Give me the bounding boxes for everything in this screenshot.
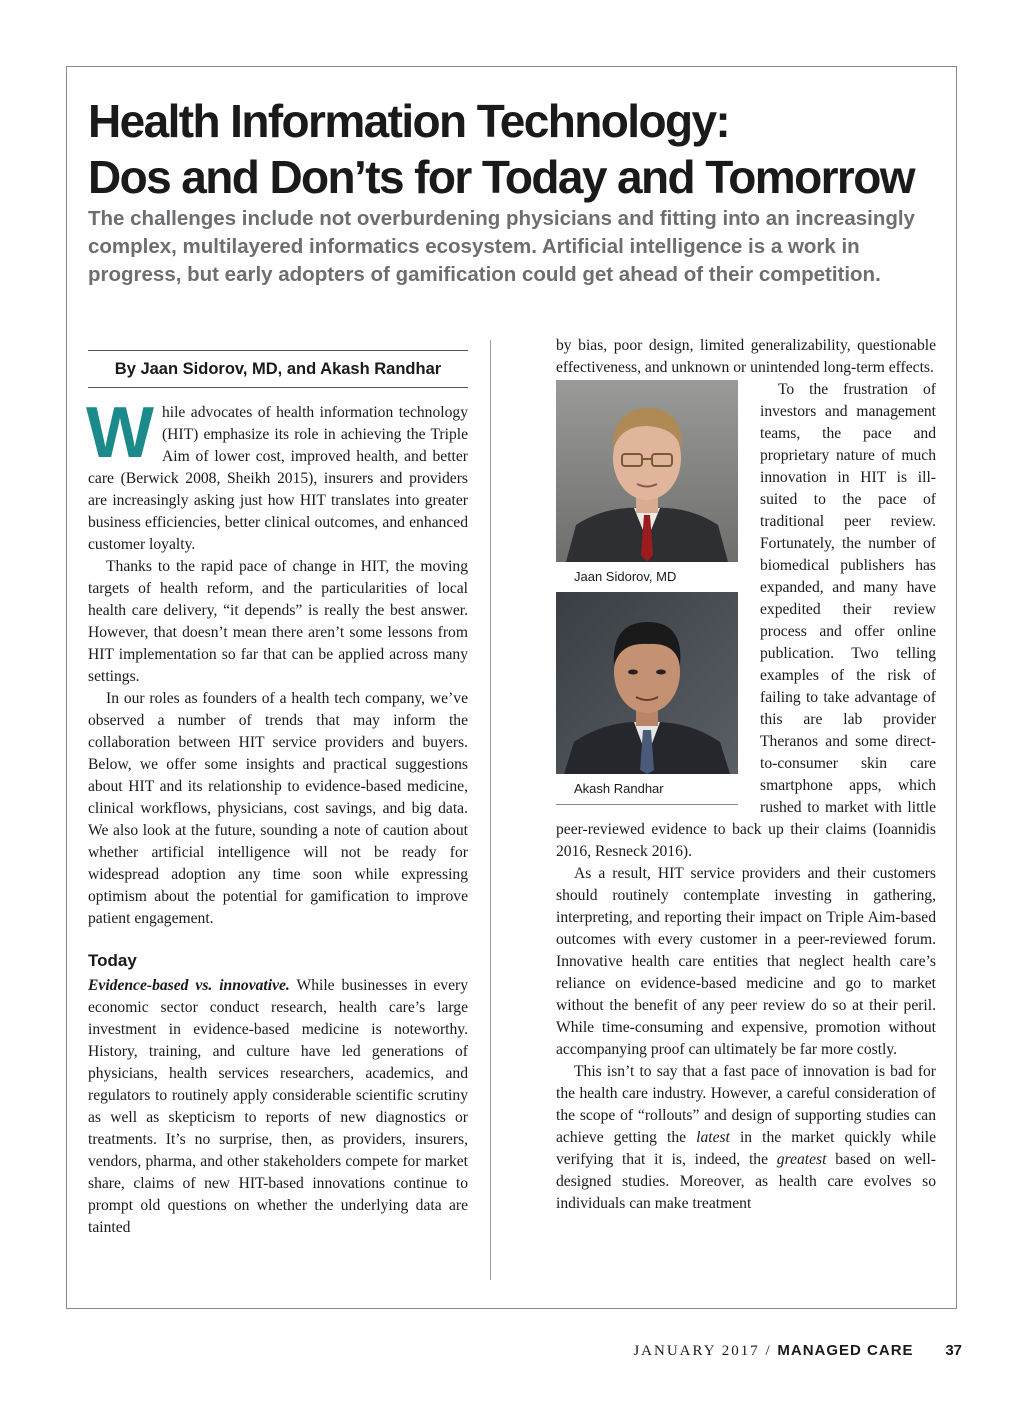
paragraph [556, 379, 936, 863]
page-number: 37 [945, 1342, 962, 1359]
drop-cap: W [86, 393, 154, 473]
magazine-name: MANAGED CARE [777, 1342, 914, 1359]
paragraph: In our roles as founders of a health tech company, we’ve observed a number of trends that may inform the collaboration between HIT service providers and buyers. Below, we offer some insights and practical suggestions about HIT and its relationship to evidence-based medicine, clinical workflows, physicians, cost savings, and big data. We also look at the future, sounding a note of caution about whether artificial intelligence will not be ready for widespread adoption any time soon while expressing optimism about the potential for gamification to improve patient engagement. [88, 690, 468, 927]
left-column [88, 340, 468, 1239]
paragraph-text: To the frustration of investors and management teams, the pace and proprietary nature of much innovation in HIT is ill-suited to the pace of traditional peer review. Fortunately, the number of biomedical publishers has expanded, and many have expedited their review process and offer online publication. Two telling examples of the risk of failing to take advantage of this are lab provider Theranos and some direct-to-consumer skin care smartphone apps, which rushed to market with little peer-reviewed evidence to back up their claims (Ioannidis 2016, Resneck 2016). [556, 381, 936, 860]
emphasis-latest: latest [696, 1129, 730, 1146]
section-heading-today: Today [88, 951, 137, 970]
paragraph: Thanks to the rapid pace of change in HIT, the moving targets of health reform, and the particularities of local health care delivery, “it depends” is really the best answer. However, that doesn’t mean there aren’t some lessons from HIT implementation so far that can be applied across many settings. [88, 558, 468, 685]
paragraph-text: based on well-designed studies. Moreover, as health care evolves so individuals can make treatment [556, 1151, 936, 1212]
column-divider [490, 340, 491, 1280]
emphasis-greatest: greatest [776, 1151, 827, 1168]
article-title [88, 93, 948, 205]
article-dek: The challenges include not overburdening physicians and fitting into an increasingly complex, multilayered informatics ecosystem. Artificial intelligence is a work in progress, but early adopters of gamification could get ahead of their competition. [88, 207, 915, 286]
lead-in: Evidence-based vs. innovative. [88, 977, 290, 994]
photo-caption-randhar: Akash Randhar [556, 774, 738, 805]
page-footer [633, 1342, 962, 1360]
right-column [556, 335, 936, 1215]
issue-date: JANUARY 2017 / [633, 1343, 772, 1359]
paragraph: by bias, poor design, limited generalizability, questionable effectiveness, and unknown or unintended long-term effects. [556, 337, 936, 376]
paragraph-text: in the market quickly while verifying that it is, indeed, the [556, 1129, 937, 1168]
author-photo-randhar [556, 592, 738, 774]
author-photo-sidorov [556, 380, 738, 562]
portrait-randhar-image [556, 592, 738, 774]
paragraph-intro [86, 393, 468, 556]
portrait-sidorov-image [556, 380, 738, 562]
paragraph-text: This isn’t to say that a fast pace of innovation is bad for the health care industry. However, a careful consideration of the scope of “rollouts” and design of supporting studies can achieve getting the [556, 1063, 936, 1146]
paragraph-evidence-text: While businesses in every economic sector conduct research, health care’s large investment in evidence-based medicine is noteworthy. History, training, and culture have led generations of physicians, health services researchers, academics, and regulators to routinely apply considerable scientific scrutiny as well as skepticism to reports of new diagnostics or treatments. It’s no surprise, then, as providers, insurers, vendors, pharma, and other stakeholders compete for market share, claims of new HIT-based innovations continue to prompt old questions on whether the underlying data are tainted [88, 977, 468, 1236]
title-line-1: Health Information Technology: [88, 95, 730, 147]
paragraph-evidence [88, 975, 468, 1239]
paragraph: As a result, HIT service providers and their customers should routinely contemplate investing in gathering, interpreting, and reporting their impact on Triple Aim-based outcomes with every customer in a peer-reviewed forum. Innovative health care entities that neglect health care’s reliance on evidence-based medicine and go to market without the benefit of any peer review do so at their peril. While time-consuming and expensive, promotion without accompanying proof can ultimately be far more costly. [556, 865, 936, 1058]
paragraph [556, 1061, 936, 1215]
paragraph-intro-text: hile advocates of health information technology (HIT) emphasize its role in achieving the Triple Aim of lower cost, improved health, and better care (Berwick 2008, Sheikh 2015), insurers and providers are increasingly asking just how HIT translates into greater business efficiencies, better clinical outcomes, and enhanced customer loyalty. [88, 404, 468, 553]
author-photos [556, 380, 738, 809]
photo-caption-sidorov: Jaan Sidorov, MD [574, 569, 677, 584]
title-line-2: Dos and Don’ts for Today and Tomorrow [88, 151, 914, 203]
byline: By Jaan Sidorov, MD, and Akash Randhar [88, 350, 468, 388]
